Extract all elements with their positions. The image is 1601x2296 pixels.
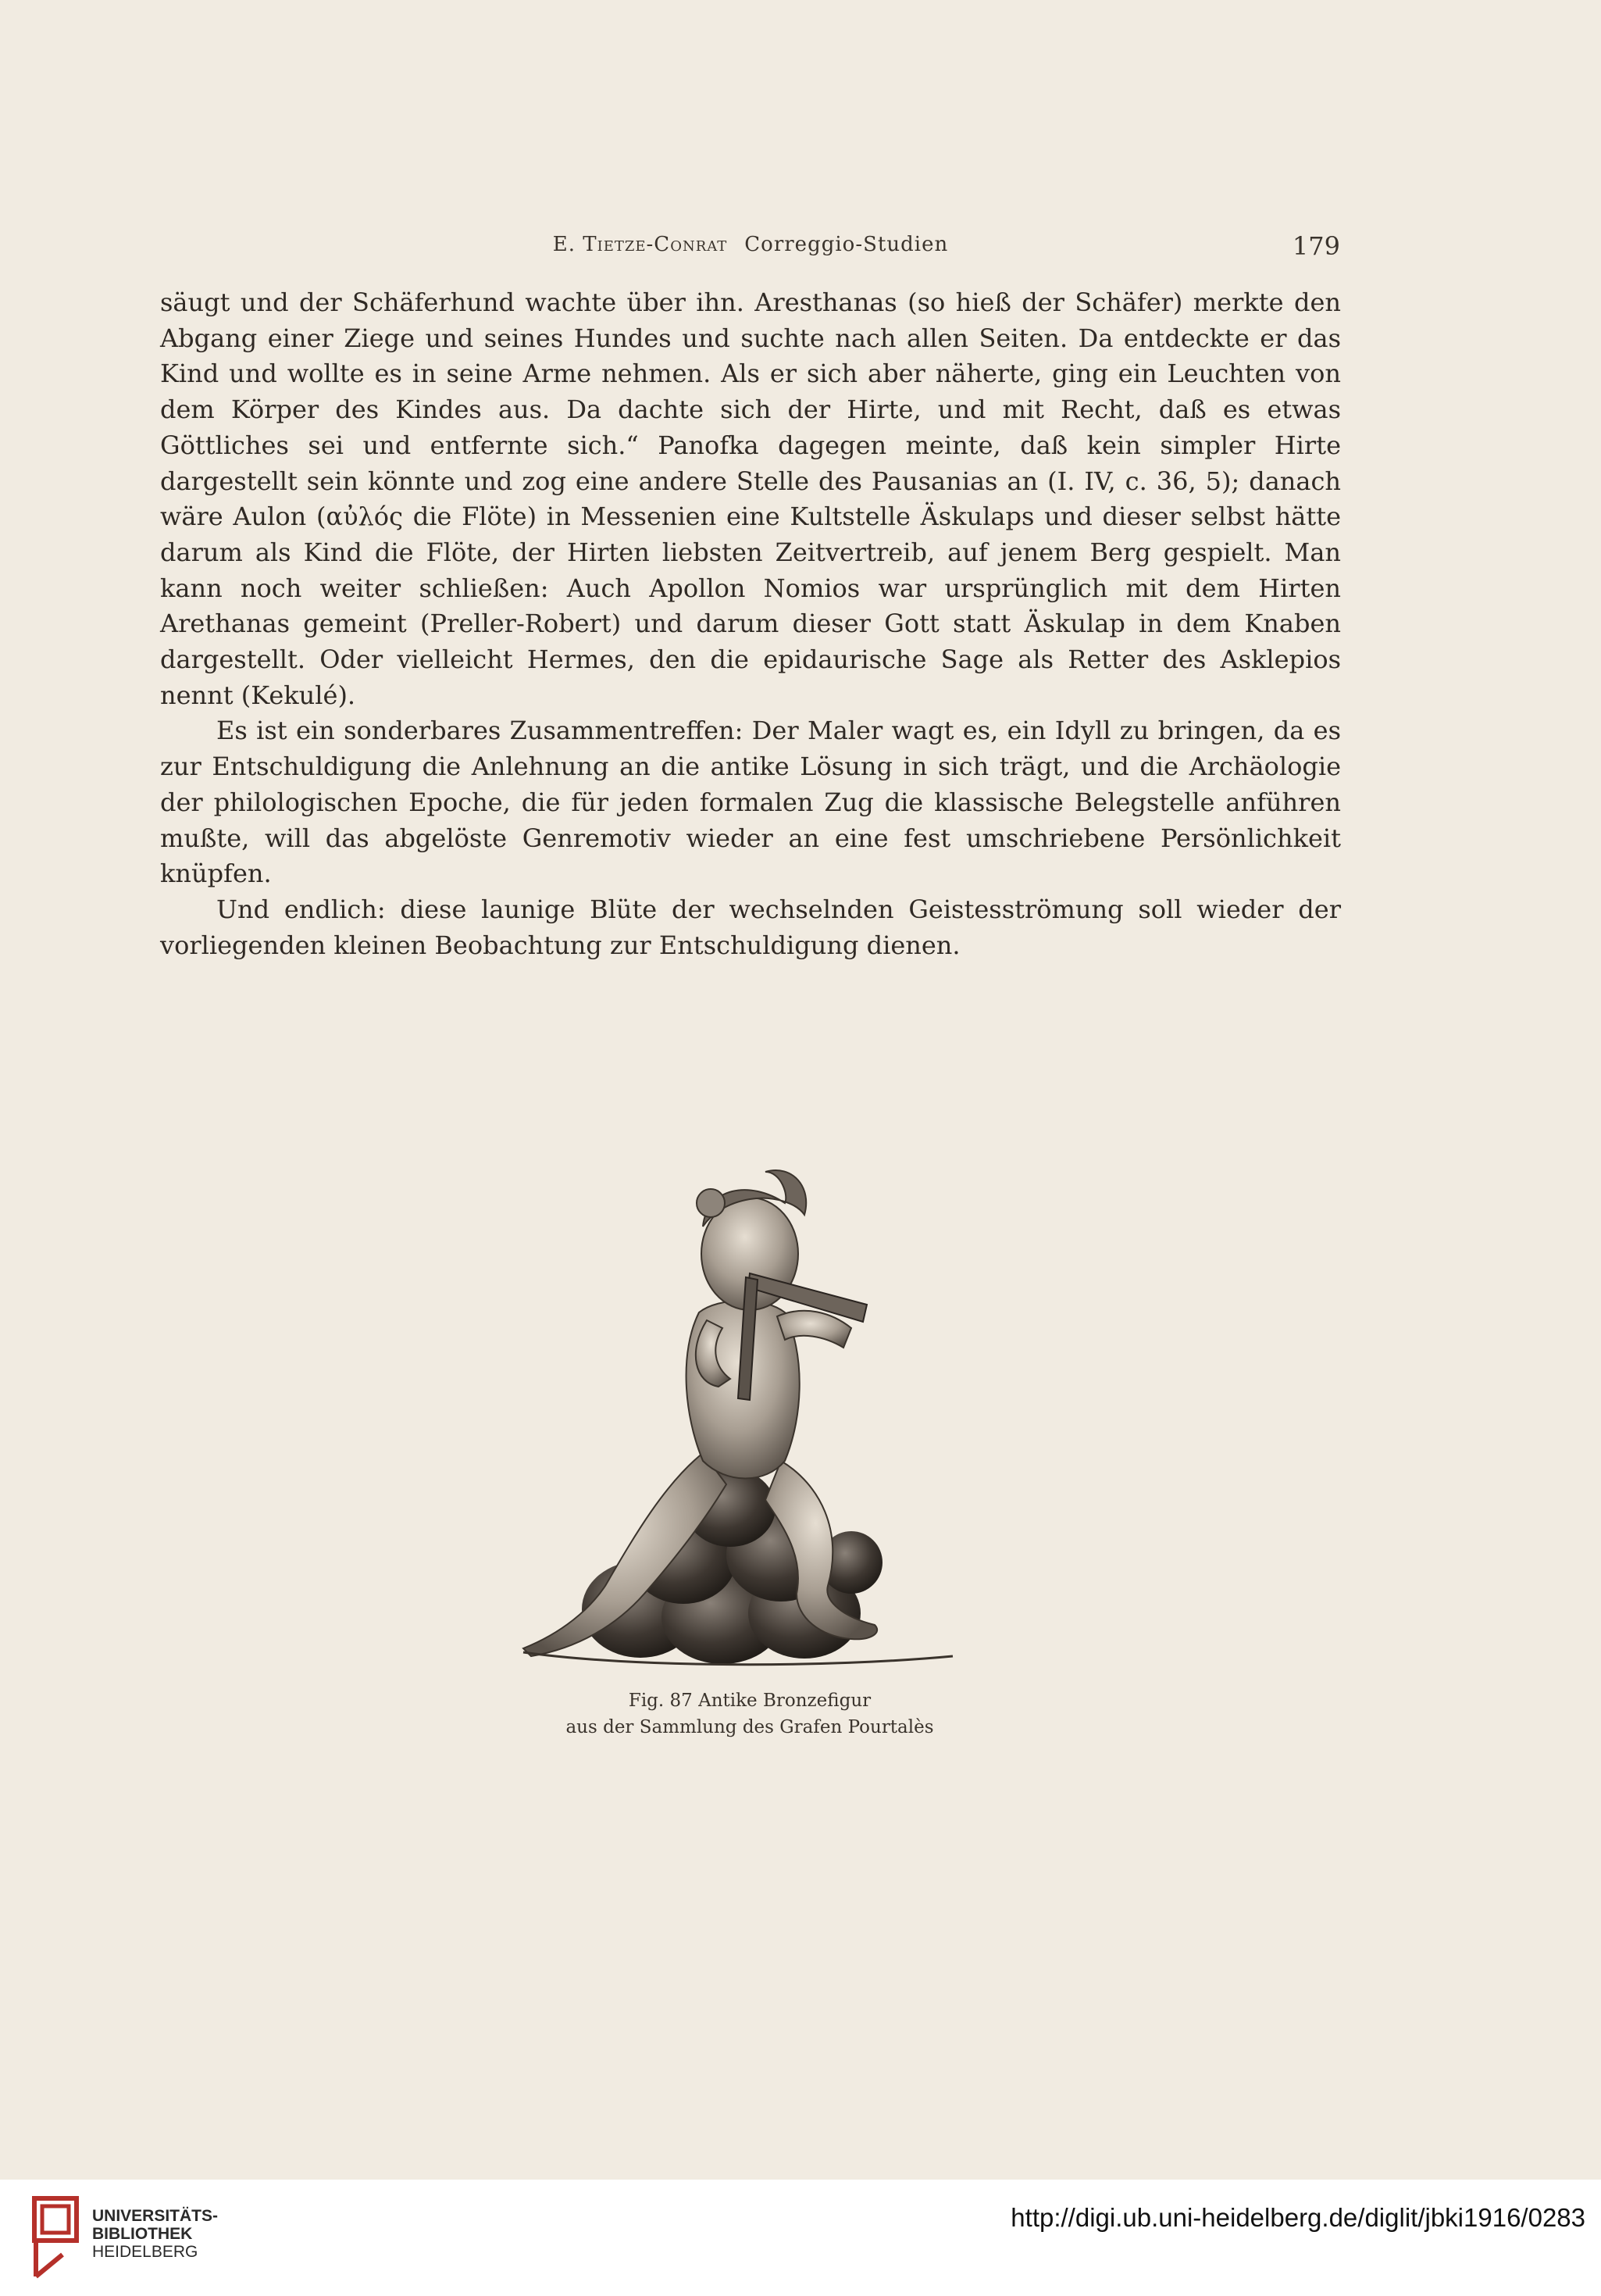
running-head-title: Correggio-Studien [744,233,949,256]
paragraph-1: säugt und der Schäferhund wachte über ihn. Aresthanas (so hieß der Schäfer) merkte den Abgang einer Ziege und seines Hundes und suchte nach allen Seiten. Da entdeckte er das Kind und wollte es in seine Arme nehmen. Als er sich aber näherte, ging ein Leuchten von dem Körper des Kindes aus. Da dachte sich der Hirte, und mit Recht, daß es etwas Göttliches sei und entfernte sich.“ Panofka dagegen meinte, daß kein simpler Hirte dargestellt sein könnte und zog eine andere Stelle des Pausanias an (I. IV, c. 36, 5); danach wäre Aulon (αὐλός die Flöte) in Messenien eine Kultstelle Äskulaps und dieser selbst hätte darum als Kind die Flöte, der Hirten liebsten Zeitvertreib, auf jenem Berg gespielt. Man kann noch weiter schließen: Auch Apollon Nomios war ursprünglich mit dem Hirten Arethanas gemeint (Preller-Robert) und darum dieser Gott statt Äskulap in dem Knaben dargestellt. Oder vielleicht Hermes, den die epidaurische Sage als Retter des Asklepios nennt (Kekulé). [160,287,1341,710]
paragraph-3: Und endlich: diese launige Blüte der wechselnden Geistesströmung soll wieder der vorliegenden kleinen Beobachtung zur Entschuldigung dienen. [160,894,1341,960]
library-line-3: HEIDELBERG [92,2243,198,2261]
flute-playing-boy-image [515,1117,984,1680]
paragraph-2: Es ist ein sonderbares Zusammentreffen: Der Maler wagt es, ein Idyll zu bringen, da es zur Entschuldigung die Anlehnung an die antike Lösung in sich trägt, und die Archäologie der philologischen Epoche, die für jeden formalen Zug die klassische Belegstelle anführen mußte, will das abgelöste Genremotiv wieder an eine fest umschriebene Persönlichkeit knüpfen. [160,716,1341,889]
ub-heidelberg-logo-icon[interactable] [31,2194,83,2281]
library-line-2: BIBLIOTHEK [92,2225,193,2243]
source-url-link[interactable]: http://digi.ub.uni-heidelberg.de/diglit/jbki1916/0283 [1011,2203,1585,2232]
body-text [160,285,1341,963]
running-head [160,233,1341,256]
running-head-author: E. Tietze-Conrat [552,233,728,256]
figure-caption-line-2: aus der Sammlung des Grafen Pourtalès [565,1717,934,1737]
bronze-figure-illustration [515,1117,984,1680]
library-line-1: UNIVERSITÄTS- [92,2207,219,2225]
footer-band [0,2180,1601,2296]
figure-caption [469,1687,1031,1741]
page-number: 179 [1292,231,1340,261]
library-name[interactable] [92,2207,218,2261]
figure-caption-line-1: Fig. 87 Antike Bronzefigur [628,1691,872,1711]
